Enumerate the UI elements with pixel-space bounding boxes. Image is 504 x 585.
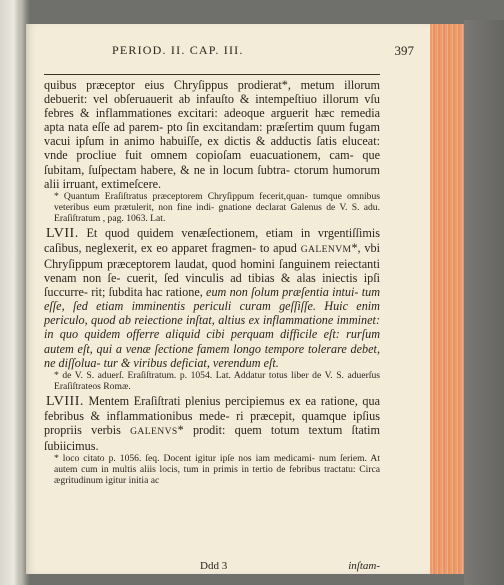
author-name: GALENVM: [300, 243, 352, 255]
footnote-2: * de V. S. aduerſ. Eraſiſtratum. p. 1054. Lat. Addatur totus liber de V. S. aduerſus Eraſiſtrateos Romæ.: [54, 369, 380, 392]
book-cover-edge: [464, 20, 504, 585]
page-edge-red-fore-edge: [430, 24, 464, 574]
footnote-3: * loco citato p. 1056. ſeq. Docent igitur ipſe nos iam medicami- num ſeriem. At autem cum in multis aliis locis, tum in primis in tertio de febribus tractatu: Circa ægritudinum igitur initia ac: [54, 453, 380, 487]
author-name: GALENVS: [130, 425, 178, 437]
paragraph-continued: quibus præceptor eius Chryſippus prodierat*, metum illorum debuerit: vel obſeruauerit ab infauſto & intempeſtiuo illorum vſu febres & inflammationes excitari: adeoque arguerit hæc remedia apta nata eſſe ad parem- pto ſin excitandam: præſertim quum fugam vacui ipſum in animo habuiſſe, ex dictis & adductis ſatis eluceat: vnde procliue fuit omnem copioſam euacuationem, cam- que ſubitam, ſuſpectam habere, & ne in locum ſubtra- ctorum humorum alii irruant, extimeſcere.: [44, 78, 380, 191]
section-text: Et quod quidem venæſectionem, etiam in vrgentiſſimis caſibus, neglexerit, ex eo apparet fragmen- to apud: [44, 225, 380, 255]
section-lviii: [44, 394, 380, 453]
section-lvii: [44, 226, 380, 370]
italic-quotation: eum non ſolum præſentia intui- tum eſſe, ſed etiam imminentis periculi curam geſſiſſe. Huic enim periculo, quod ab reiectione inſtat, altius ex inflammatione imminet: in quo quidem offerre aliquid cibi perquam difficile eſt: rurſum autem eſt, qui a venæ ſectione famem longo tempore tolerare debet, ne diſſolua- tur & viribus deficiat, verendum eſt.: [44, 285, 380, 370]
body-text: [44, 78, 380, 486]
footnote-1: * Quantum Eraſiſtratus præceptorem Chryſippum fecerit,quan- tumque omnibus veteribus eum prætulerit, non fine indi- gnatione declarat Galenus de V. S. adu. Eraſiſtratum , pag. 1063. Lat.: [54, 190, 380, 224]
section-numeral: LVII.: [46, 225, 79, 241]
signature-mark: Ddd 3: [200, 560, 228, 572]
section-text: *, vbi Chryſippum præceptorem laudat, quod homini ſanguinem reiectanti venam non ſe- cuerit, ſed vinculis ad tibias & alas iniectis ipſi ſuccurre- rit; ſubdita hac ratione,: [44, 240, 380, 300]
header-rule: [44, 74, 380, 75]
section-numeral: LVIII.: [46, 393, 84, 409]
section-text: Mentem Eraſiſtrati plenius percipiemus ex ea ratione, qua febribus & inflammationibus mede- ri præcepit, quamque ipſius propriis verbis: [44, 393, 380, 437]
section-text: * prodit: quem totum textum ſtatim ſubiicimus.: [44, 422, 380, 453]
running-header-title: PERIOD. II. CAP. III.: [112, 43, 244, 57]
page-number: 397: [394, 43, 414, 58]
catchword: inſtam-: [348, 560, 380, 572]
